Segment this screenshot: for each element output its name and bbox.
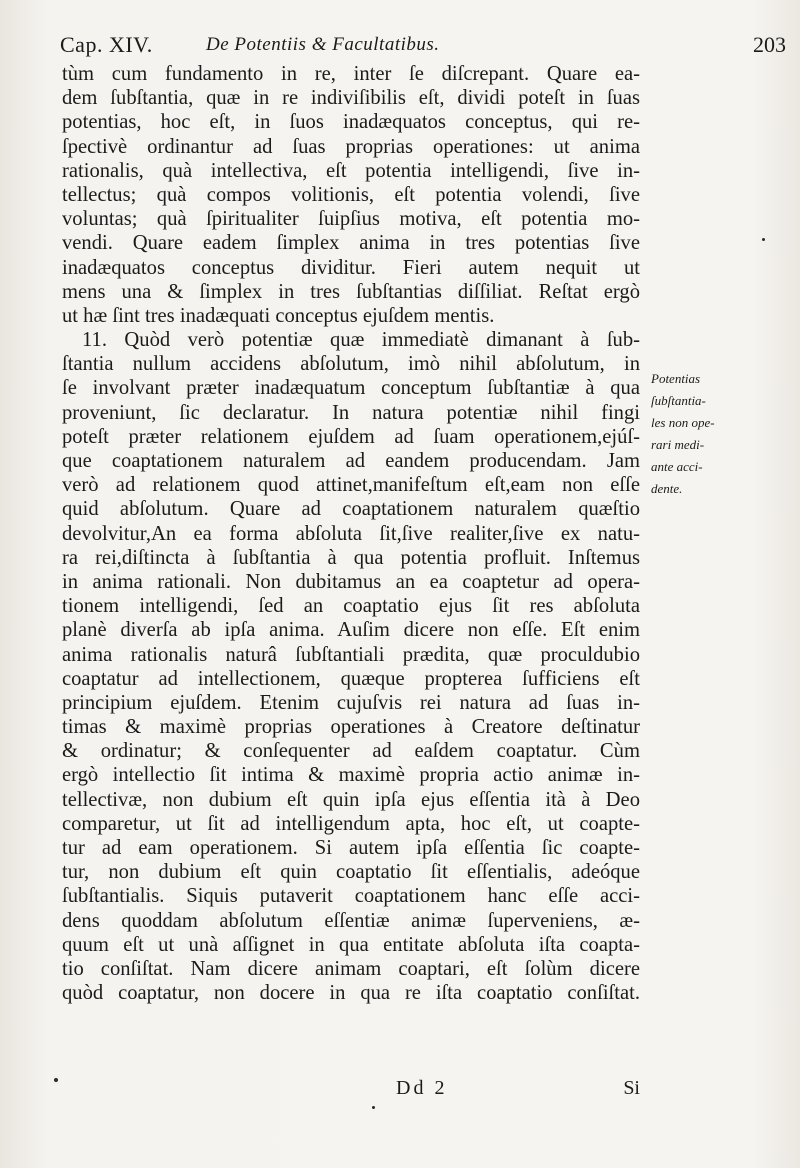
text-line: tur, non dubium eſt quin coaptatio ſit eſſentialis, adeóque	[62, 861, 640, 884]
text-line: inadæquatos conceptus dividitur. Fieri autem nequit ut	[62, 256, 640, 279]
text-line: tellectivæ, non dubium eſt quin ipſa ejus eſſentia ità à Deo	[62, 788, 640, 811]
page-footer	[62, 1077, 640, 1107]
ink-speck	[762, 238, 765, 241]
text-line: vendi. Quare eadem ſimplex anima in tres potentias ſive	[62, 232, 640, 255]
text-line: verò ad relationem quod attinet,manifeſtum eſt,eam non eſſe	[62, 474, 640, 497]
page-number: 203	[753, 32, 786, 57]
text-line: coaptatur ad intellectionem, quæque propterea ſufficiens eſt	[62, 667, 640, 690]
text-line: ra rei,diſtincta à ſubſtantia à qua potentia profluit. Inſtemus	[62, 546, 640, 569]
running-title: De Potentiis & Facultatibus.	[206, 34, 440, 55]
text-line: anima rationalis naturâ ſubſtantiali prædita, quæ proculdubio	[62, 643, 640, 666]
marginal-note-line: rari medi-	[651, 437, 705, 452]
text-line: dem ſubſtantia, quæ in re indiviſibilis eſt, dividi poteſt in ſuas	[62, 87, 640, 110]
text-line: principium ejuſdem. Etenim cujuſvis rei natura ad ſuas in-	[62, 691, 640, 714]
text-line: planè diverſa ab ipſa anima. Auſim dicere non eſſe. Eſt enim	[62, 619, 640, 642]
body-text	[62, 62, 640, 1005]
text-line: ergò intellectio ſit intima & maximè propria actio animæ in-	[62, 764, 640, 787]
chapter-label: Cap. XIV.	[60, 32, 153, 57]
ink-speck	[372, 1106, 375, 1109]
text-line: rationalis, quà intellectiva, eſt potentia intelligendi, ſive in-	[62, 159, 640, 182]
text-line: ſe involvant præter inadæquatum conceptum ſubſtantiæ à qua	[62, 377, 640, 400]
signature-mark: Dd 2	[396, 1077, 448, 1099]
text-line: ſubſtantialis. Siquis putaverit coaptationem hanc eſſe acci-	[62, 885, 640, 908]
text-line: quòd coaptatur, non docere in qua re iſta coaptatio conſiſtat.	[62, 982, 640, 1005]
marginal-note	[651, 368, 751, 500]
text-line: tùm cum fundamento in re, inter ſe diſcrepant. Quare ea-	[62, 63, 640, 85]
text-line: comparetur, ut ſit ad intelligendum apta, hoc eſt, ut coapte-	[62, 812, 640, 835]
text-line: quid abſolutum. Quare ad coaptationem naturalem quæſtio	[62, 498, 640, 521]
text-line: ut hæ ſint tres inadæquati conceptus ejuſdem mentis.	[62, 304, 495, 327]
marginal-note-line: dente.	[651, 481, 683, 496]
marginal-note-line: ante acci-	[651, 459, 703, 474]
marginal-note-line: les non ope-	[651, 415, 715, 430]
text-line: devolvitur,An ea forma abſoluta ſit,ſive realiter,ſive ex natu-	[62, 522, 640, 545]
text-line: proveniunt, ſic declaratur. In natura potentiæ nihil fingi	[62, 401, 640, 424]
text-line: mens una & ſimplex in tres ſubſtantias diſſiliat. Reſtat ergò	[62, 280, 640, 303]
text-line: potentias, hoc eſt, in ſuos inadæquatos conceptus, qui re-	[62, 111, 640, 134]
text-line: timas & maximè proprias operationes à Creatore deſtinatur	[62, 716, 640, 739]
marginal-note-line: Potentias	[651, 371, 701, 386]
text-line: tionem intelligendi, ſed an coaptatio ejus ſit res abſoluta	[62, 595, 640, 618]
text-line: que coaptationem naturalem ad eandem producendam. Jam	[62, 450, 640, 472]
running-head	[60, 28, 786, 62]
text-line: & ordinatur; & conſequenter ad eaſdem coaptatur. Cùm	[62, 740, 640, 763]
text-line: dens quoddam abſolutum eſſentiæ animæ ſuperveniens, æ-	[62, 909, 640, 932]
catchword: Si	[623, 1077, 640, 1099]
text-line: quum eſt ut unà aſſignet in qua entitate abſoluta iſta coapta-	[62, 933, 640, 956]
text-line: poteſt præter relationem ejuſdem ad ſuam operationem,ejúſ-	[62, 425, 640, 448]
ink-speck	[54, 1078, 58, 1082]
text-line: tio conſiſtat. Nam dicere animam coaptari, eſt ſolùm dicere	[62, 957, 640, 980]
text-line: voluntas; quà ſpiritualiter ſuipſius motiva, eſt potentia mo-	[62, 208, 640, 231]
text-line: in anima rationali. Non dubitamus an ea coaptetur ad opera-	[62, 570, 640, 593]
section-start-line: 11. Quòd verò potentiæ quæ immediatè dimanant à ſub-	[82, 329, 640, 352]
text-line: tur ad eam operationem. Si autem ipſa eſſentia ſic coapte-	[62, 837, 640, 859]
text-line: ſpectivè ordinantur ad ſuas proprias operationes: ut anima	[62, 135, 640, 158]
text-line: tellectus; quà compos volitionis, eſt potentia volendi, ſive	[62, 183, 640, 206]
text-line: ſtantia nullum accidens abſolutum, imò nihil abſolutum, in	[62, 353, 640, 376]
marginal-note-line: ſubſtantia-	[651, 393, 706, 408]
